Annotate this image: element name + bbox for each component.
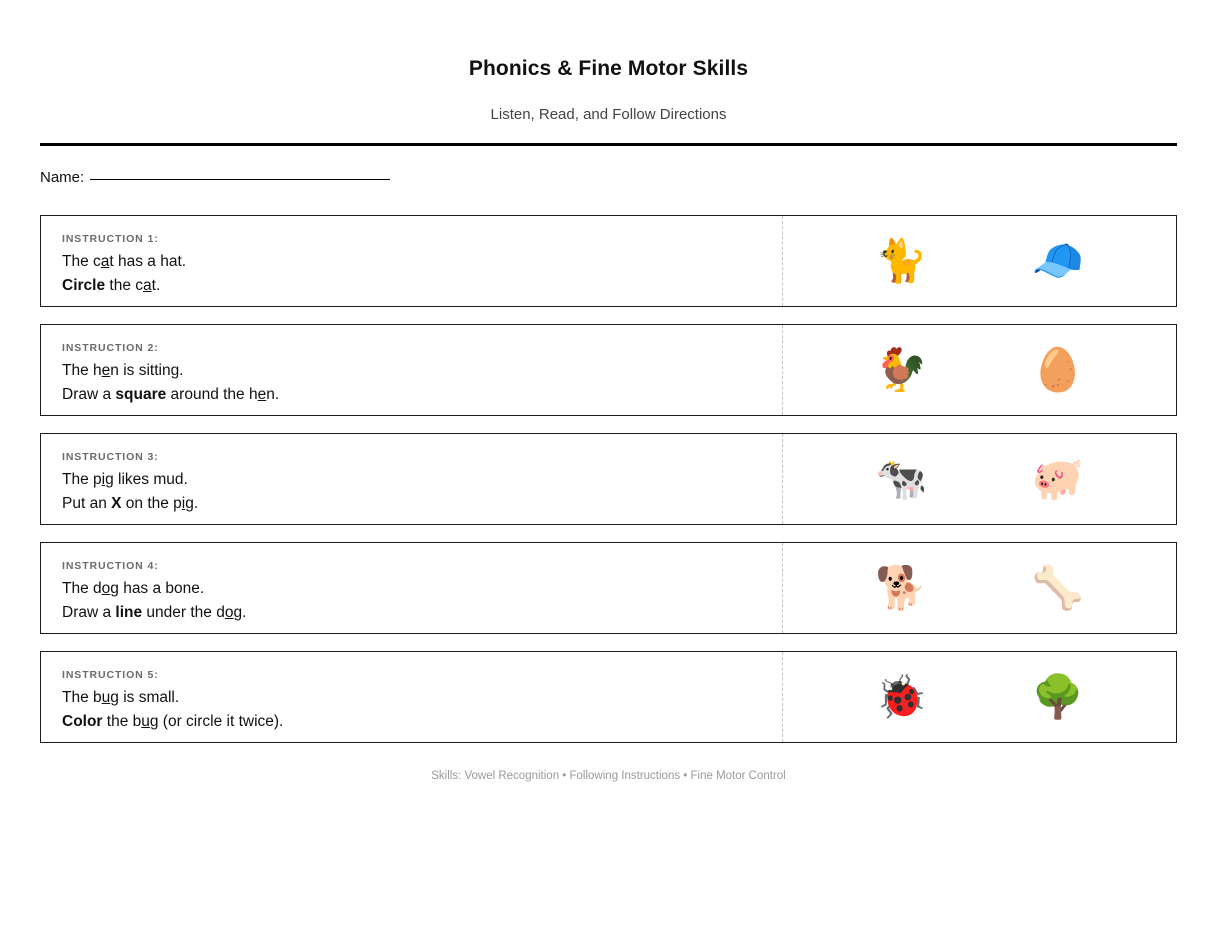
pig-picture[interactable]: 🐖 — [1031, 455, 1084, 503]
instruction-sentence-primary — [62, 355, 782, 383]
worksheet-header — [40, 0, 1177, 146]
sentence-text: g (or circle it twice). — [149, 713, 284, 731]
instruction-card — [40, 542, 1177, 634]
underlined-vowel: e — [101, 361, 111, 379]
sentence-text: Draw a — [62, 386, 116, 404]
tree-picture[interactable]: 🌳 — [1031, 673, 1084, 721]
instruction-card — [40, 433, 1177, 525]
instruction-sentence-primary — [62, 682, 782, 710]
instruction-picture-column — [783, 216, 1176, 306]
sentence-text: n. — [266, 386, 280, 404]
sentence-text: n is sitting. — [110, 361, 184, 379]
sentence-text: The d — [62, 579, 102, 597]
underlined-vowel: u — [141, 713, 150, 731]
action-word: square — [115, 386, 167, 404]
bone-picture[interactable]: 🦴 — [1031, 564, 1084, 612]
instruction-sentence-action — [62, 274, 782, 298]
instruction-number-label: INSTRUCTION 3: — [62, 451, 159, 464]
sentence-text: The b — [62, 688, 102, 706]
instruction-sentence-primary — [62, 464, 782, 492]
instruction-list — [40, 187, 1177, 743]
sentence-text: around the h — [166, 386, 258, 404]
ladybug-picture[interactable]: 🐞 — [875, 673, 928, 721]
action-word: X — [111, 495, 122, 513]
instruction-sentence-action — [62, 383, 782, 407]
sentence-text: Put an — [62, 495, 112, 513]
cow-picture[interactable]: 🐄 — [875, 455, 928, 503]
action-word: Circle — [62, 277, 106, 295]
instruction-sentence-action — [62, 710, 782, 734]
instruction-number-label: INSTRUCTION 5: — [62, 669, 159, 682]
instruction-sentence-action — [62, 492, 782, 516]
action-word: line — [115, 604, 143, 622]
sentence-text: the b — [102, 713, 142, 731]
underlined-vowel: o — [224, 604, 234, 622]
cat-picture[interactable]: 🐈 — [875, 237, 928, 285]
sentence-text: g. — [233, 604, 247, 622]
sentence-text: t has a hat. — [109, 252, 187, 270]
egg-picture[interactable]: 🥚 — [1031, 346, 1084, 394]
name-field-row — [40, 146, 1177, 187]
sentence-text: g. — [185, 495, 199, 513]
sentence-text: g has a bone. — [110, 579, 205, 597]
name-label: Name: — [40, 169, 85, 187]
instruction-sentence-primary — [62, 246, 782, 274]
sentence-text: t. — [151, 277, 161, 295]
instruction-picture-column — [783, 543, 1176, 633]
instruction-number-label: INSTRUCTION 4: — [62, 560, 159, 573]
instruction-text-column — [41, 434, 783, 524]
underlined-vowel: o — [101, 579, 111, 597]
instruction-picture-column — [783, 434, 1176, 524]
instruction-picture-column — [783, 325, 1176, 415]
sentence-text: The p — [62, 470, 102, 488]
name-input-blank[interactable] — [90, 179, 390, 180]
instruction-text-column — [41, 216, 783, 306]
sentence-text: g likes mud. — [105, 470, 188, 488]
instruction-sentence-primary — [62, 573, 782, 601]
sentence-text: The c — [62, 252, 101, 270]
instruction-number-label: INSTRUCTION 2: — [62, 342, 159, 355]
instruction-text-column — [41, 543, 783, 633]
instruction-sentence-action — [62, 601, 782, 625]
underlined-vowel: i — [101, 470, 106, 488]
instruction-number-label: INSTRUCTION 1: — [62, 233, 159, 246]
underlined-vowel: a — [143, 277, 152, 295]
sentence-text: under the d — [142, 604, 225, 622]
page-title: Phonics & Fine Motor Skills — [468, 57, 749, 80]
underlined-vowel: e — [257, 386, 267, 404]
sentence-text: the c — [105, 277, 144, 295]
sentence-text: on the p — [121, 495, 182, 513]
instruction-card — [40, 324, 1177, 416]
dog-picture[interactable]: 🐕 — [875, 564, 928, 612]
underlined-vowel: i — [181, 495, 186, 513]
page-subtitle: Listen, Read, and Follow Directions — [490, 106, 727, 124]
worksheet-footer: Skills: Vowel Recognition • Following Instructions • Fine Motor Control — [431, 770, 786, 783]
instruction-text-column — [41, 652, 783, 742]
sentence-text: g is small. — [110, 688, 180, 706]
action-word: Color — [62, 713, 103, 731]
underlined-vowel: a — [100, 252, 110, 270]
hen-picture[interactable]: 🐓 — [875, 346, 928, 394]
sentence-text: The h — [62, 361, 102, 379]
instruction-card — [40, 215, 1177, 307]
underlined-vowel: u — [101, 688, 111, 706]
instruction-card — [40, 651, 1177, 743]
instruction-picture-column — [783, 652, 1176, 742]
cap-picture[interactable]: 🧢 — [1031, 237, 1084, 285]
sentence-text: Draw a — [62, 604, 116, 622]
instruction-text-column — [41, 325, 783, 415]
